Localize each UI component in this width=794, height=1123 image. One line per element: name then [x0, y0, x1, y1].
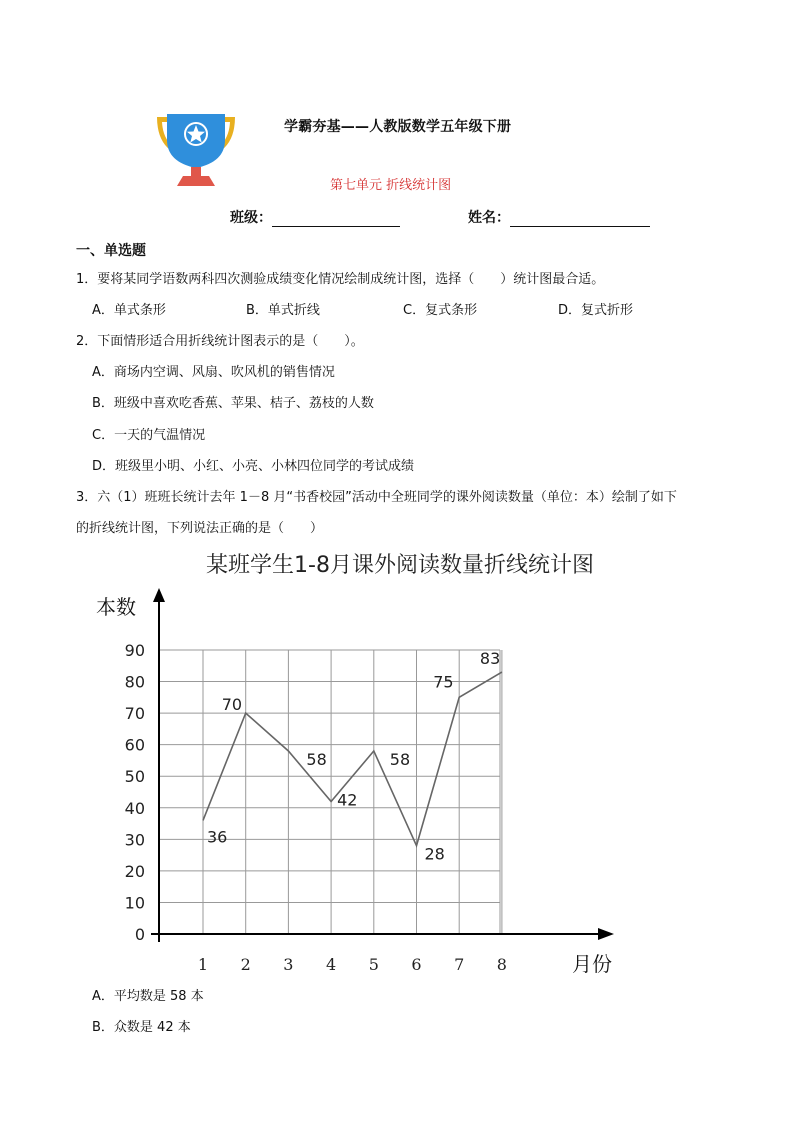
- question-1-option-b: B．单式折线: [246, 303, 320, 318]
- document-subtitle: 第七单元 折线统计图: [330, 178, 452, 193]
- data-label-8: 83: [479, 649, 501, 669]
- name-field: [468, 207, 650, 227]
- x-tick-label-5: 5: [368, 955, 379, 974]
- chart-title: 某班学生1-8月课外阅读数量折线统计图: [206, 553, 594, 578]
- data-label-6: 28: [424, 844, 445, 864]
- x-tick-label-6: 6: [411, 955, 422, 974]
- question-1-option-d: D．复式折形: [558, 303, 634, 318]
- name-label: 姓名：: [468, 210, 510, 226]
- y-tick-label-50: 50: [124, 767, 145, 787]
- x-axis-arrow: [598, 928, 614, 940]
- y-tick-label-30: 30: [124, 830, 145, 850]
- question-1-option-c: C．复式条形: [403, 303, 478, 318]
- data-label-1: 36: [207, 827, 228, 847]
- class-field: [230, 207, 400, 227]
- chart-series: [203, 672, 502, 846]
- question-2-option-a: A．商场内空调、风扇、吹风机的销售情况: [92, 365, 335, 380]
- y-axis-arrow: [153, 588, 165, 602]
- chart-axes: [151, 588, 614, 942]
- section-heading: 一、单选题: [76, 243, 146, 259]
- y-tick-label-20: 20: [124, 861, 145, 881]
- data-label-3: 58: [306, 749, 327, 769]
- question-2-option-d: D．班级里小明、小红、小亮、小林四位同学的考试成绩: [92, 459, 415, 474]
- chart-grid: [159, 650, 502, 934]
- x-tick-label-3: 3: [283, 955, 294, 974]
- series-line: [203, 672, 502, 846]
- chart-x-axis-label: 月份: [572, 952, 612, 976]
- question-3-option-a: A．平均数是 58 本: [92, 989, 204, 1004]
- line-chart: [70, 544, 720, 984]
- data-label-7: 75: [433, 672, 454, 692]
- x-tick-label-2: 2: [240, 955, 251, 974]
- data-label-5: 58: [389, 749, 411, 769]
- question-3-stem-line-1: 3．六（1）班班长统计去年 1－8 月“书香校园”活动中全班同学的课外阅读数量（单位：本）绘制了如下: [76, 490, 677, 505]
- class-label: 班级：: [230, 210, 272, 226]
- name-blank: [510, 210, 650, 227]
- question-2-stem: 2．下面情形适合用折线统计图表示的是（ ）。: [76, 334, 364, 349]
- y-tick-label-90: 90: [124, 641, 145, 660]
- question-3-option-b: B．众数是 42 本: [92, 1020, 191, 1035]
- document-title: 学霸夯基——人教版数学五年级下册: [284, 119, 512, 135]
- y-tick-label-40: 40: [124, 798, 145, 818]
- x-tick-label-7: 7: [454, 955, 465, 974]
- class-blank: [272, 210, 400, 227]
- y-tick-label-70: 70: [124, 704, 145, 724]
- x-tick-label-8: 8: [496, 955, 507, 974]
- question-2-option-c: C．一天的气温情况: [92, 428, 206, 443]
- question-2-option-b: B．班级中喜欢吃香蕉、苹果、桔子、荔枝的人数: [92, 396, 374, 411]
- x-tick-label-4: 4: [326, 955, 337, 974]
- x-tick-label-1: 1: [197, 955, 209, 974]
- chart-y-axis-label: 本数: [96, 595, 136, 619]
- y-tick-label-80: 80: [124, 672, 145, 692]
- y-tick-label-10: 10: [124, 893, 145, 913]
- trophy-icon: [155, 112, 237, 188]
- question-1-stem: 1．要将某同学语数两科四次测验成绩变化情况绘制成统计图，选择（ ）统计图最合适。: [76, 272, 605, 287]
- question-1-option-a: A．单式条形: [92, 303, 166, 318]
- y-tick-label-60: 60: [124, 735, 145, 755]
- data-label-2: 70: [221, 695, 243, 715]
- y-tick-label-0: 0: [134, 925, 145, 944]
- data-label-4: 42: [337, 790, 358, 810]
- question-3-stem-line-2: 的折线统计图，下列说法正确的是（ ）: [76, 521, 324, 536]
